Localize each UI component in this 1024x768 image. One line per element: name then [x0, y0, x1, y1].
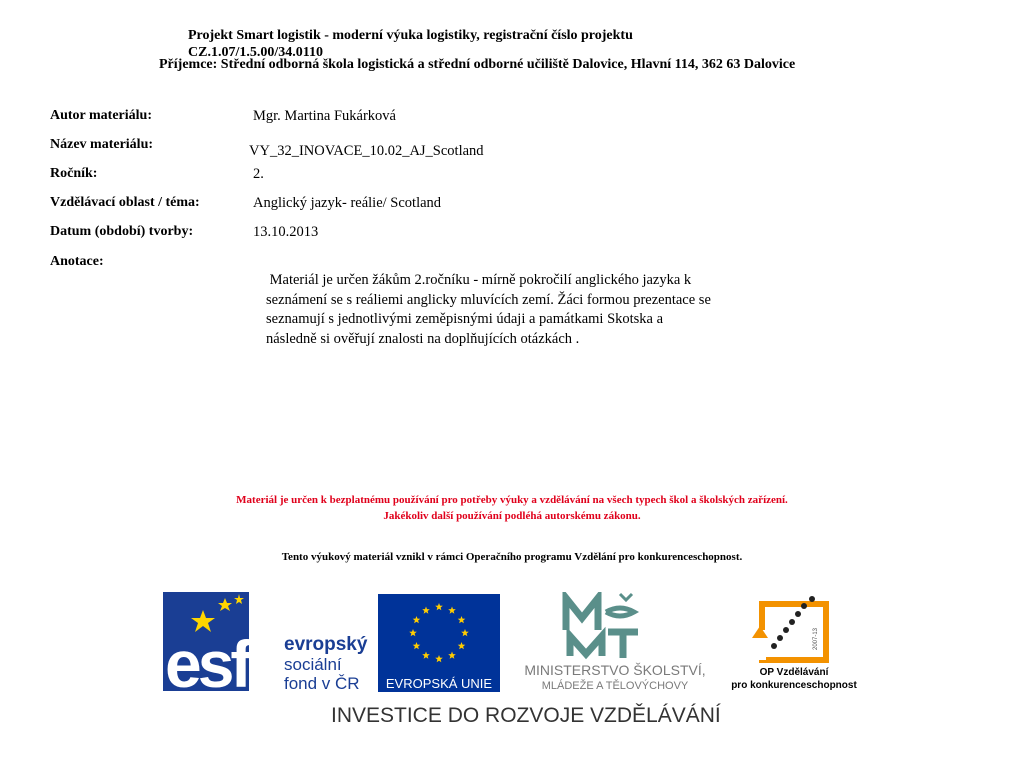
value-grade: 2. — [253, 166, 264, 182]
annotation-line: následně si ověřují znalosti na doplňujících otázkách . — [266, 330, 580, 347]
value-material-name: VY_32_INOVACE_10.02_AJ_Scotland — [249, 143, 484, 159]
project-title-line2: CZ.1.07/1.5.00/34.0110 — [188, 45, 323, 60]
value-author: Mgr. Martina Fukárková — [253, 108, 396, 124]
label-topic: Vzdělávací oblast / téma: — [50, 195, 200, 210]
annotation-line: Materiál je určen žákům 2.ročníku - mírně pokročilí anglického jazyka k — [266, 272, 692, 288]
label-annotation: Anotace: — [50, 254, 104, 269]
project-title-line1: Projekt Smart logistik - moderní výuka logistiky, registrační číslo projektu — [188, 28, 633, 43]
value-topic: Anglický jazyk- reálie/ Scotland — [253, 195, 442, 211]
op-logo-graphic — [724, 590, 864, 694]
investment-banner: INVESTICE DO ROZVOJE VZDĚLÁVÁNÍ — [331, 704, 721, 727]
op-line1: OP Vzdělávání — [759, 667, 829, 678]
usage-notice-line2: Jakékoliv další používání podléhá autorskému zákonu. — [383, 510, 641, 522]
esf-line3: fond v ČR — [284, 674, 360, 692]
label-material-name: Název materiálu: — [50, 137, 154, 152]
label-author: Autor materiálu: — [50, 108, 152, 123]
eu-caption: EVROPSKÁ UNIE — [385, 676, 493, 691]
eu-logo — [378, 594, 502, 692]
program-note: Tento výukový materiál vznikl v rámci Operačního programu Vzdělání pro konkurenceschopnost. — [281, 551, 743, 563]
label-grade: Ročník: — [50, 166, 98, 181]
msmt-line1: MINISTERSTVO ŠKOLSTVÍ, — [524, 662, 706, 678]
esf-line1: evropský — [284, 634, 368, 655]
annotation-line: seznamují s jednotlivými zeměpisnými údaji a památkami Skotska a — [266, 311, 664, 327]
msmt-line2: MLÁDEŽE A TĚLOVÝCHOVY — [541, 680, 689, 692]
eu-flag-icon — [378, 594, 502, 692]
usage-notice-line1: Materiál je určen k bezplatnému používání pro potřeby výuky a vzdělávání na všech typech škol a školských zařízení. — [236, 494, 788, 506]
op-line2: pro konkurenceschopnost — [731, 680, 857, 691]
esf-logo-graphic — [163, 592, 373, 692]
op-logo — [724, 590, 864, 694]
msmt-logo — [508, 592, 718, 692]
label-date: Datum (období) tvorby: — [50, 224, 194, 239]
msmt-logo-graphic — [508, 592, 718, 692]
value-date: 13.10.2013 — [253, 224, 319, 240]
recipient-line: Příjemce: Střední odborná škola logistická a střední odborné učiliště Dalovice, Hlavní 114, 362 63 Dalovice — [159, 57, 796, 72]
esf-line2: sociální — [284, 655, 342, 674]
annotation-line: seznámení se s reáliemi anglicky mluvících zemí. Žáci formou prezentace se — [266, 291, 711, 308]
op-years: 2007-13 — [813, 627, 819, 650]
esf-mark: esf — [165, 627, 249, 692]
esf-logo — [163, 592, 373, 692]
annotation-text — [266, 271, 766, 349]
